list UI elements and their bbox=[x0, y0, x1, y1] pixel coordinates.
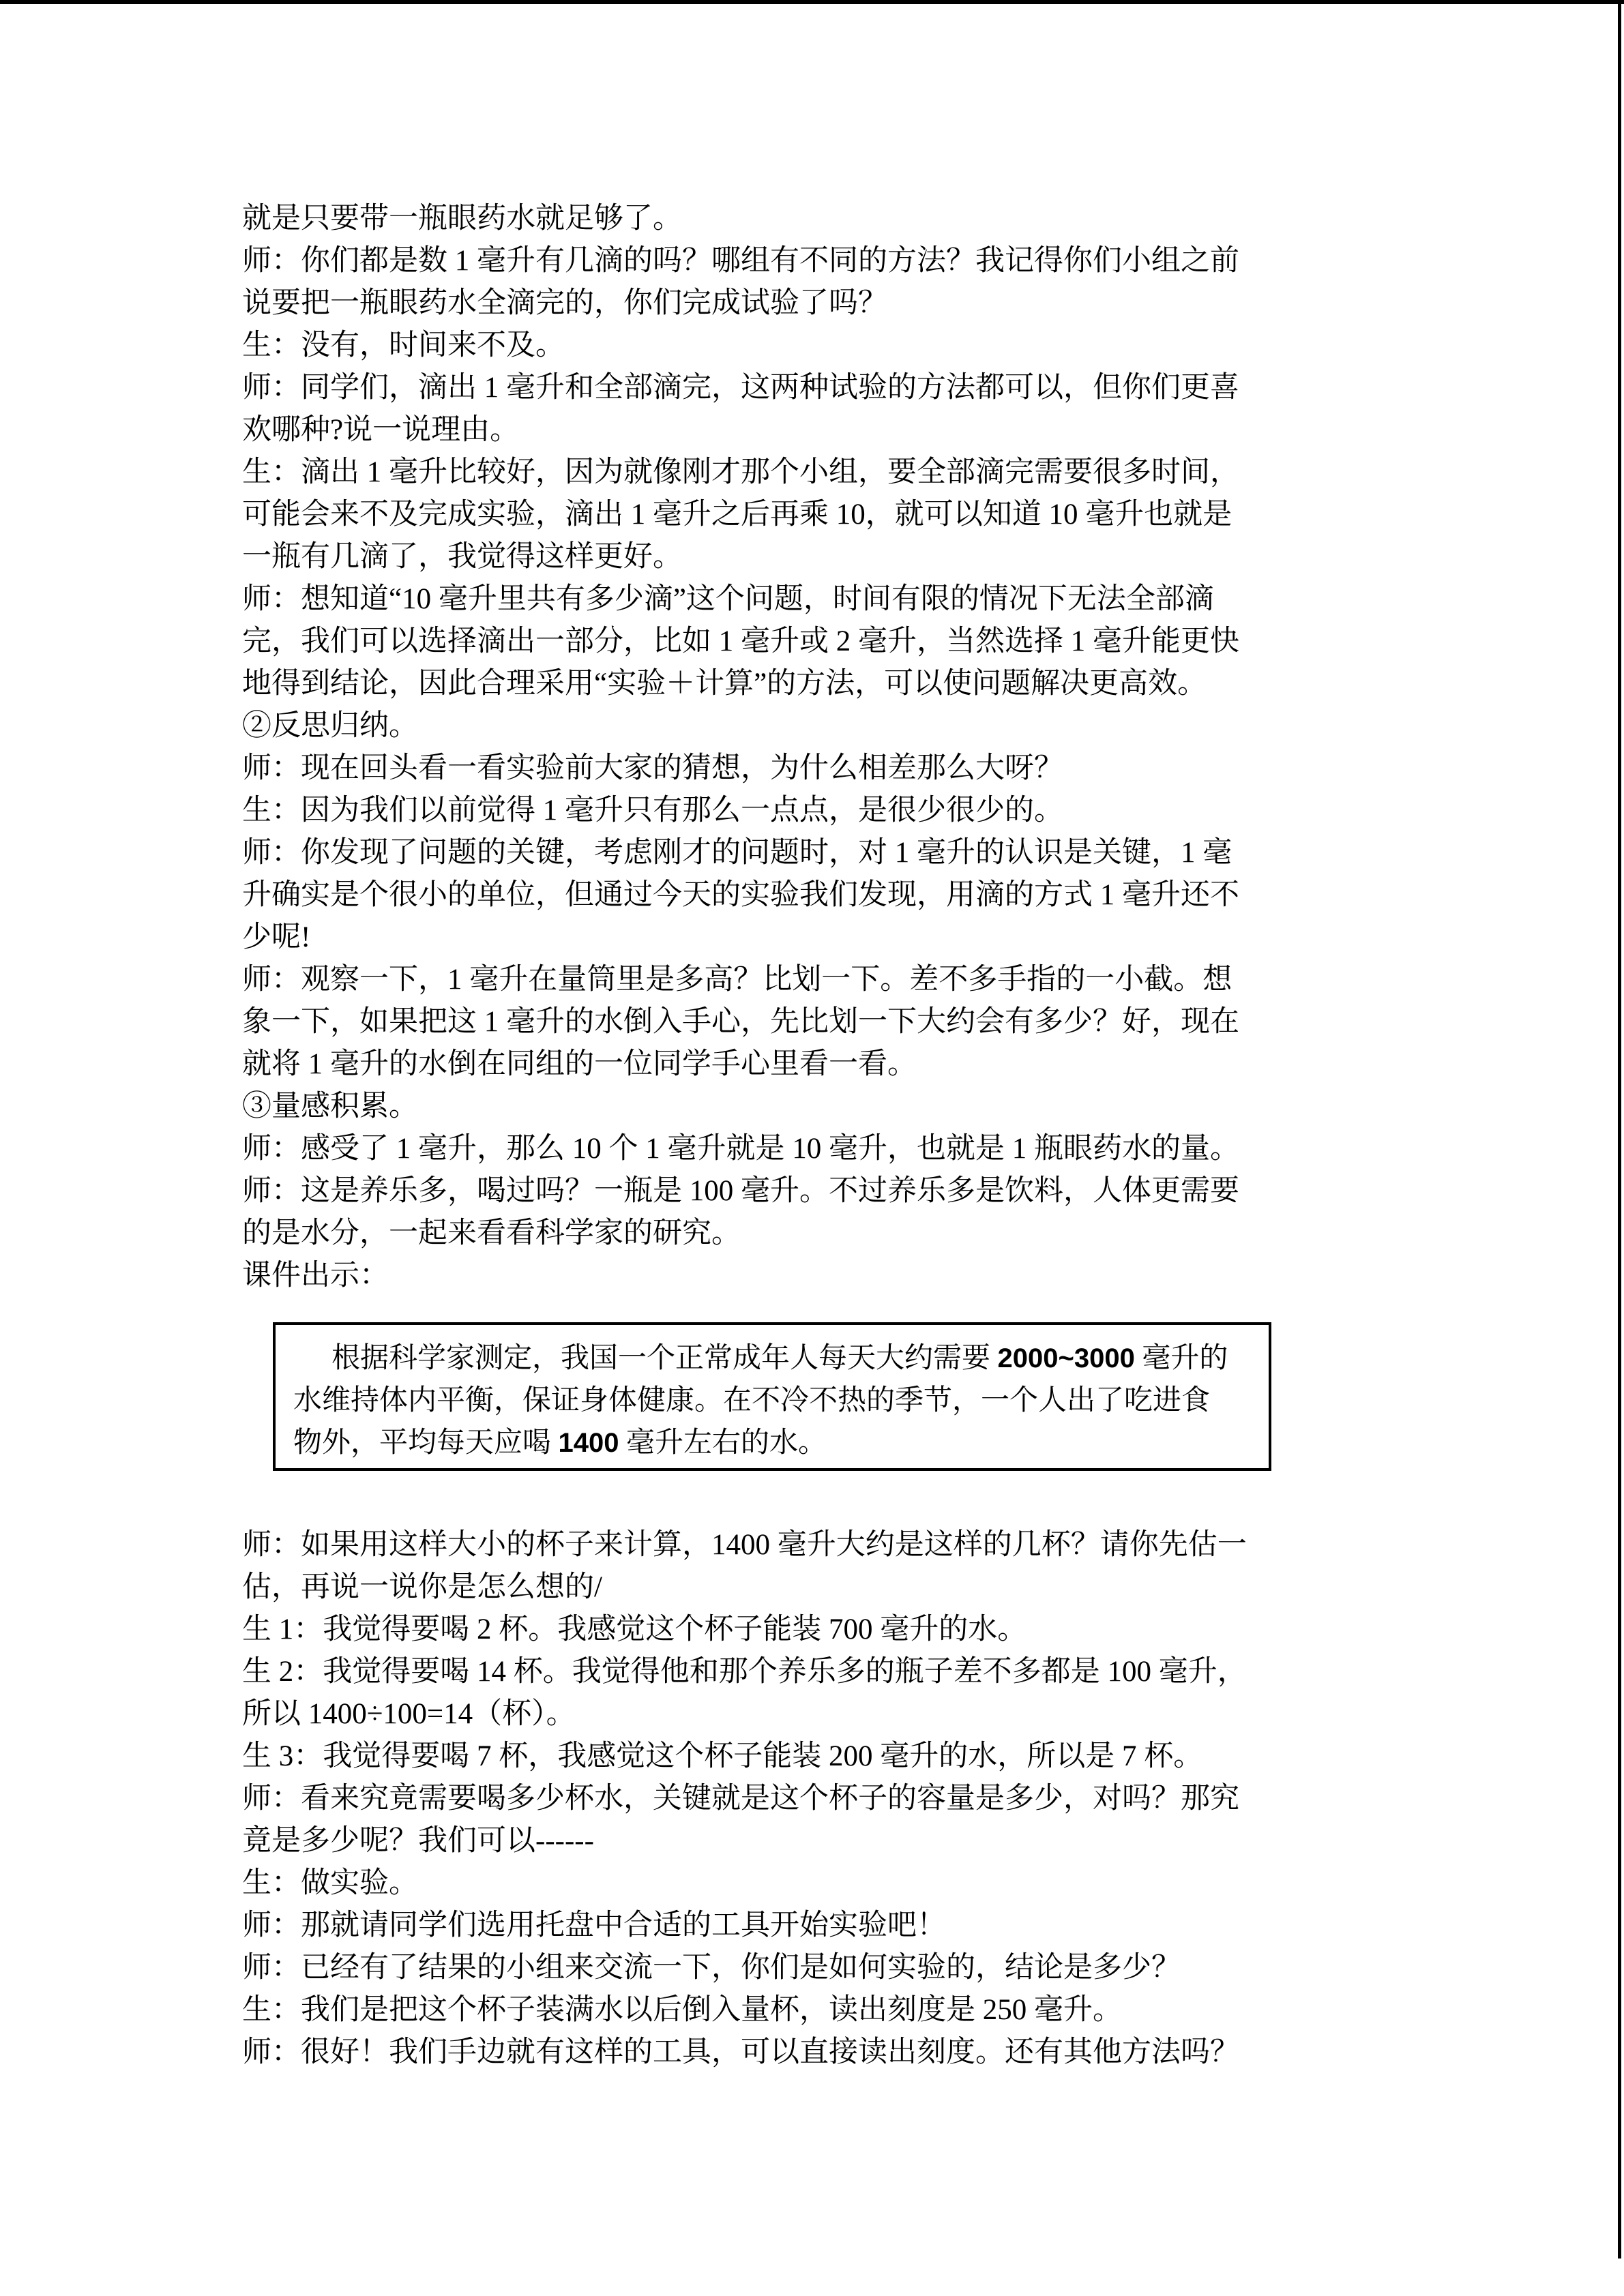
info-box-line bbox=[293, 1337, 1255, 1380]
info-box-text: 毫升左右的水。 bbox=[619, 1427, 827, 1459]
transcript-line-section-marker: ③量感积累。 bbox=[242, 1090, 418, 1122]
transcript-line-section-marker: ②反思归纳。 bbox=[242, 710, 418, 742]
transcript-line: 师：那就请同学们选用托盘中合适的工具开始实验吧！ bbox=[242, 1909, 946, 1941]
transcript-line: 师：你发现了问题的关键，考虑刚才的问题时，对 1 毫升的认识是关键，1 毫 bbox=[242, 837, 1232, 869]
info-box-number: 2000~3000 bbox=[997, 1343, 1135, 1373]
transcript-line: 师：这是养乐多，喝过吗？一瓶是 100 毫升。不过养乐多是饮料，人体更需要 bbox=[242, 1175, 1239, 1207]
transcript-line: 师：已经有了结果的小组来交流一下，你们是如何实验的，结论是多少？ bbox=[242, 1952, 1181, 1984]
info-box-line bbox=[293, 1422, 1255, 1464]
transcript-line: 一瓶有几滴了，我觉得这样更好。 bbox=[242, 541, 682, 573]
transcript-line: 所以 1400÷100=14（杯）。 bbox=[242, 1698, 576, 1730]
transcript-line: 师：现在回头看一看实验前大家的猜想，为什么相差那么大呀？ bbox=[242, 752, 1063, 784]
info-box-text: 物外，平均每天应喝 bbox=[293, 1427, 559, 1459]
transcript-line: 师：很好！我们手边就有这样的工具，可以直接读出刻度。还有其他方法吗？ bbox=[242, 2036, 1239, 2068]
transcript-line: 生 1：我觉得要喝 2 杯。我感觉这个杯子能装 700 毫升的水。 bbox=[242, 1613, 1027, 1645]
scan-right-border bbox=[1618, 0, 1621, 2258]
transcript-line: 生：因为我们以前觉得 1 毫升只有那么一点点，是很少很少的。 bbox=[242, 794, 1063, 826]
info-box-line: 水维持体内平衡，保证身体健康。在不冷不热的季节，一个人出了吃进食 bbox=[293, 1385, 1211, 1416]
transcript-line: 竟是多少呢？我们可以------ bbox=[242, 1825, 594, 1857]
courseware-info-box bbox=[273, 1322, 1271, 1471]
transcript-line: 的是水分，一起来看看科学家的研究。 bbox=[242, 1217, 741, 1249]
transcript-line: 师：同学们，滴出 1 毫升和全部滴完，这两种试验的方法都可以，但你们更喜 bbox=[242, 372, 1239, 404]
transcript-line: 可能会来不及完成实验，滴出 1 毫升之后再乘 10，就可以知道 10 毫升也就是 bbox=[242, 498, 1232, 531]
info-box-text: 毫升的 bbox=[1134, 1343, 1228, 1374]
info-box-text: 根据科学家测定，我国一个正常成年人每天大约需要 bbox=[331, 1343, 998, 1374]
transcript-line: 生：滴出 1 毫升比较好，因为就像刚才那个小组，要全部滴完需要很多时间， bbox=[242, 456, 1239, 488]
transcript-line: 地得到结论，因此合理采用“实验＋计算”的方法，可以使问题解决更高效。 bbox=[242, 668, 1207, 700]
transcript-block-1 bbox=[242, 198, 1402, 1297]
transcript-line: 就将 1 毫升的水倒在同组的一位同学手心里看一看。 bbox=[242, 1048, 917, 1080]
transcript-line: 完，我们可以选择滴出一部分，比如 1 毫升或 2 毫升，当然选择 1 毫升能更快 bbox=[242, 625, 1239, 657]
courseware-caption-line: 课件出示： bbox=[242, 1259, 389, 1292]
transcript-line: 师：如果用这样大小的杯子来计算，1400 毫升大约是这样的几杯？请你先估一 bbox=[242, 1529, 1247, 1561]
transcript-line: 说要把一瓶眼药水全滴完的，你们完成试验了吗？ bbox=[242, 287, 887, 319]
transcript-line: 师：感受了 1 毫升，那么 10 个 1 毫升就是 10 毫升，也就是 1 瓶眼药水的量。 bbox=[242, 1133, 1239, 1165]
transcript-line: 估，再说一说你是怎么想的/ bbox=[242, 1571, 602, 1603]
transcript-line: 生：做实验。 bbox=[242, 1867, 418, 1899]
transcript-line: 师：你们都是数 1 毫升有几滴的吗？哪组有不同的方法？我记得你们小组之前 bbox=[242, 245, 1239, 277]
transcript-line: 师：看来究竟需要喝多少杯水，关键就是这个杯子的容量是多少，对吗？那究 bbox=[242, 1783, 1239, 1815]
transcript-line: 就是只要带一瓶眼药水就足够了。 bbox=[242, 203, 682, 235]
transcript-block-2 bbox=[242, 1524, 1402, 2074]
transcript-line: 生 2：我觉得要喝 14 杯。我觉得他和那个养乐多的瓶子差不多都是 100 毫升， bbox=[242, 1656, 1247, 1688]
transcript-line: 师：观察一下，1 毫升在量筒里是多高？比划一下。差不多手指的一小截。想 bbox=[242, 964, 1232, 996]
transcript-line: 升确实是个很小的单位，但通过今天的实验我们发现，用滴的方式 1 毫升还不 bbox=[242, 879, 1239, 911]
scan-top-border bbox=[0, 0, 1624, 4]
transcript-line: 生：没有，时间来不及。 bbox=[242, 329, 565, 361]
transcript-line: 欢哪种?说一说理由。 bbox=[242, 414, 520, 446]
transcript-line: 象一下，如果把这 1 毫升的水倒入手心，先比划一下大约会有多少？好，现在 bbox=[242, 1006, 1239, 1038]
transcript-line: 少呢! bbox=[242, 921, 311, 953]
transcript-line: 生：我们是把这个杯子装满水以后倒入量杯，读出刻度是 250 毫升。 bbox=[242, 1994, 1122, 2026]
info-box-number: 1400 bbox=[558, 1428, 619, 1458]
transcript-line: 师：想知道“10 毫升里共有多少滴”这个问题，时间有限的情况下无法全部滴 bbox=[242, 583, 1214, 615]
transcript-line: 生 3：我觉得要喝 7 杯，我感觉这个杯子能装 200 毫升的水，所以是 7 杯。 bbox=[242, 1740, 1203, 1772]
